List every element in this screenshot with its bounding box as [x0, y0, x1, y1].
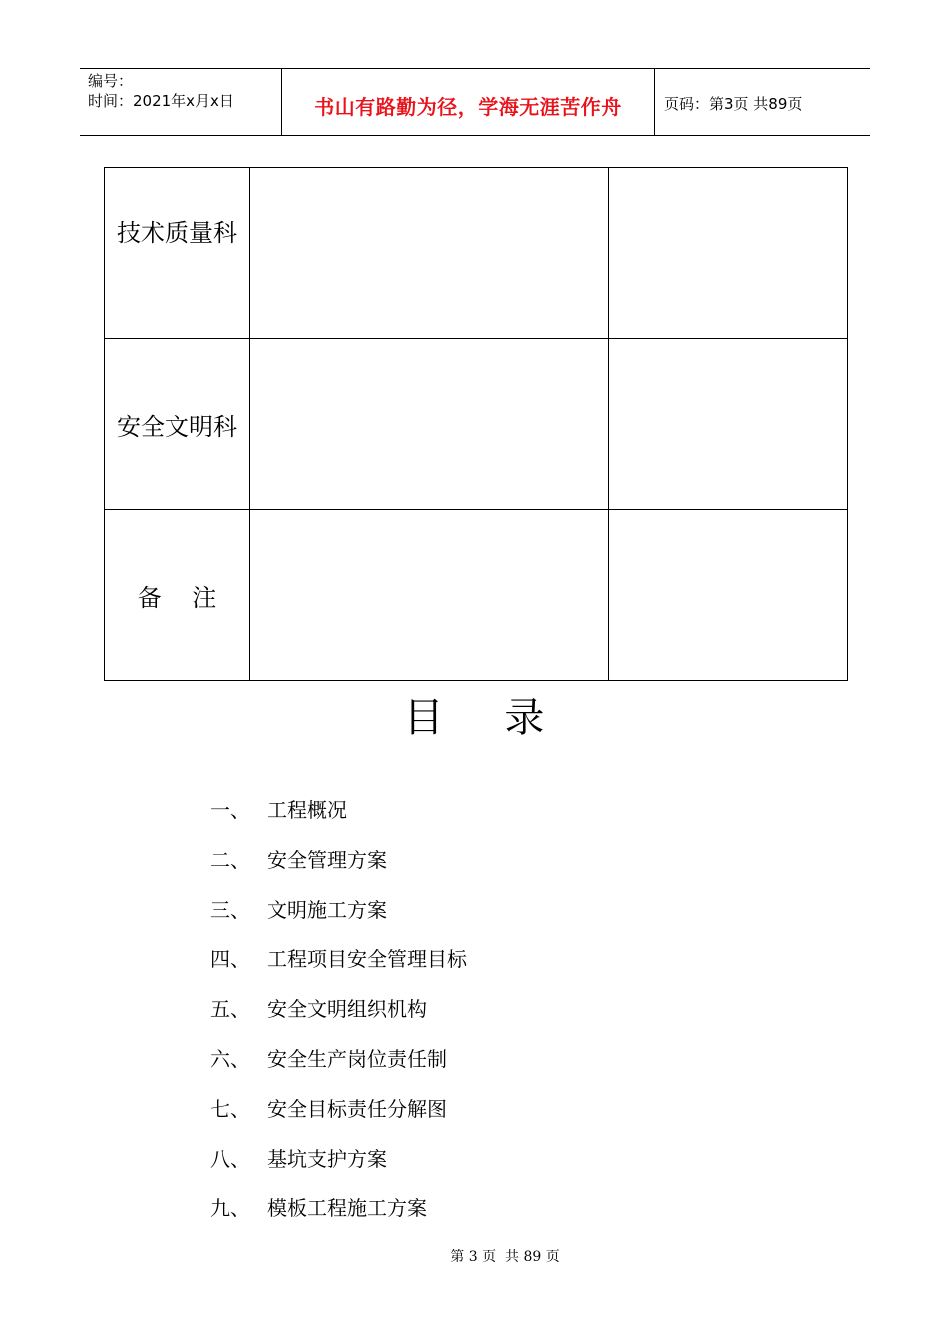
table-cell-note	[609, 168, 848, 339]
table-row	[105, 510, 848, 681]
toc-item-number: 三、	[210, 897, 250, 922]
toc-list	[210, 795, 467, 1243]
toc-item-number: 七、	[210, 1096, 250, 1121]
toc-item-text: 基坑支护方案	[267, 1146, 387, 1171]
header-motto: 书山有路勤为径，学海无涯苦作舟	[314, 95, 622, 119]
toc-item[interactable]	[210, 1094, 467, 1144]
department-label: 技术质量科	[117, 219, 237, 247]
table-cell-note	[609, 339, 848, 510]
toc-item-text: 安全目标责任分解图	[267, 1096, 447, 1121]
table-cell-label	[105, 510, 250, 681]
toc-item-text: 工程项目安全管理目标	[267, 947, 467, 972]
toc-item[interactable]	[210, 795, 467, 845]
header-page-info: 页码：第3页 共89页	[664, 95, 803, 113]
header-meta	[88, 71, 284, 111]
toc-item[interactable]	[210, 1144, 467, 1194]
toc-item[interactable]	[210, 944, 467, 994]
document-number-label: 编号：	[88, 72, 134, 90]
department-label: 安全文明科	[117, 412, 237, 441]
page-header	[80, 68, 870, 136]
toc-item-number: 六、	[210, 1046, 250, 1071]
remarks-label: 备 注	[137, 583, 217, 612]
table-cell-label	[105, 168, 250, 339]
toc-item-number: 八、	[210, 1146, 250, 1171]
toc-item-number: 九、	[210, 1196, 250, 1221]
toc-item-text: 模板工程施工方案	[267, 1196, 427, 1221]
table-row	[105, 168, 848, 339]
toc-item-text: 安全生产岗位责任制	[267, 1046, 447, 1071]
toc-item[interactable]	[210, 845, 467, 895]
page-footer: 第 3 页 共 89 页	[450, 1249, 560, 1265]
toc-item[interactable]	[210, 895, 467, 945]
table-cell-note	[609, 510, 848, 681]
table-cell-content	[250, 510, 609, 681]
toc-item-number: 一、	[210, 798, 250, 822]
header-divider-right	[654, 69, 655, 135]
toc-item-text: 安全文明组织机构	[267, 997, 427, 1022]
table-row	[105, 339, 848, 510]
toc-item[interactable]	[210, 994, 467, 1044]
table-cell-label	[105, 339, 250, 510]
approval-table	[104, 167, 848, 681]
toc-item-number: 二、	[210, 847, 250, 872]
toc-title: 目 录	[403, 695, 547, 741]
table-cell-content	[250, 339, 609, 510]
document-time-label: 时间：2021年x月x日	[88, 92, 234, 110]
toc-item-number: 五、	[210, 997, 250, 1022]
toc-item-text: 安全管理方案	[267, 847, 387, 872]
toc-item-number: 四、	[210, 947, 250, 972]
toc-item-text: 工程概况	[267, 798, 347, 822]
toc-item[interactable]	[210, 1193, 467, 1243]
toc-item-text: 文明施工方案	[267, 897, 387, 922]
toc-item[interactable]	[210, 1044, 467, 1094]
table-cell-content	[250, 168, 609, 339]
